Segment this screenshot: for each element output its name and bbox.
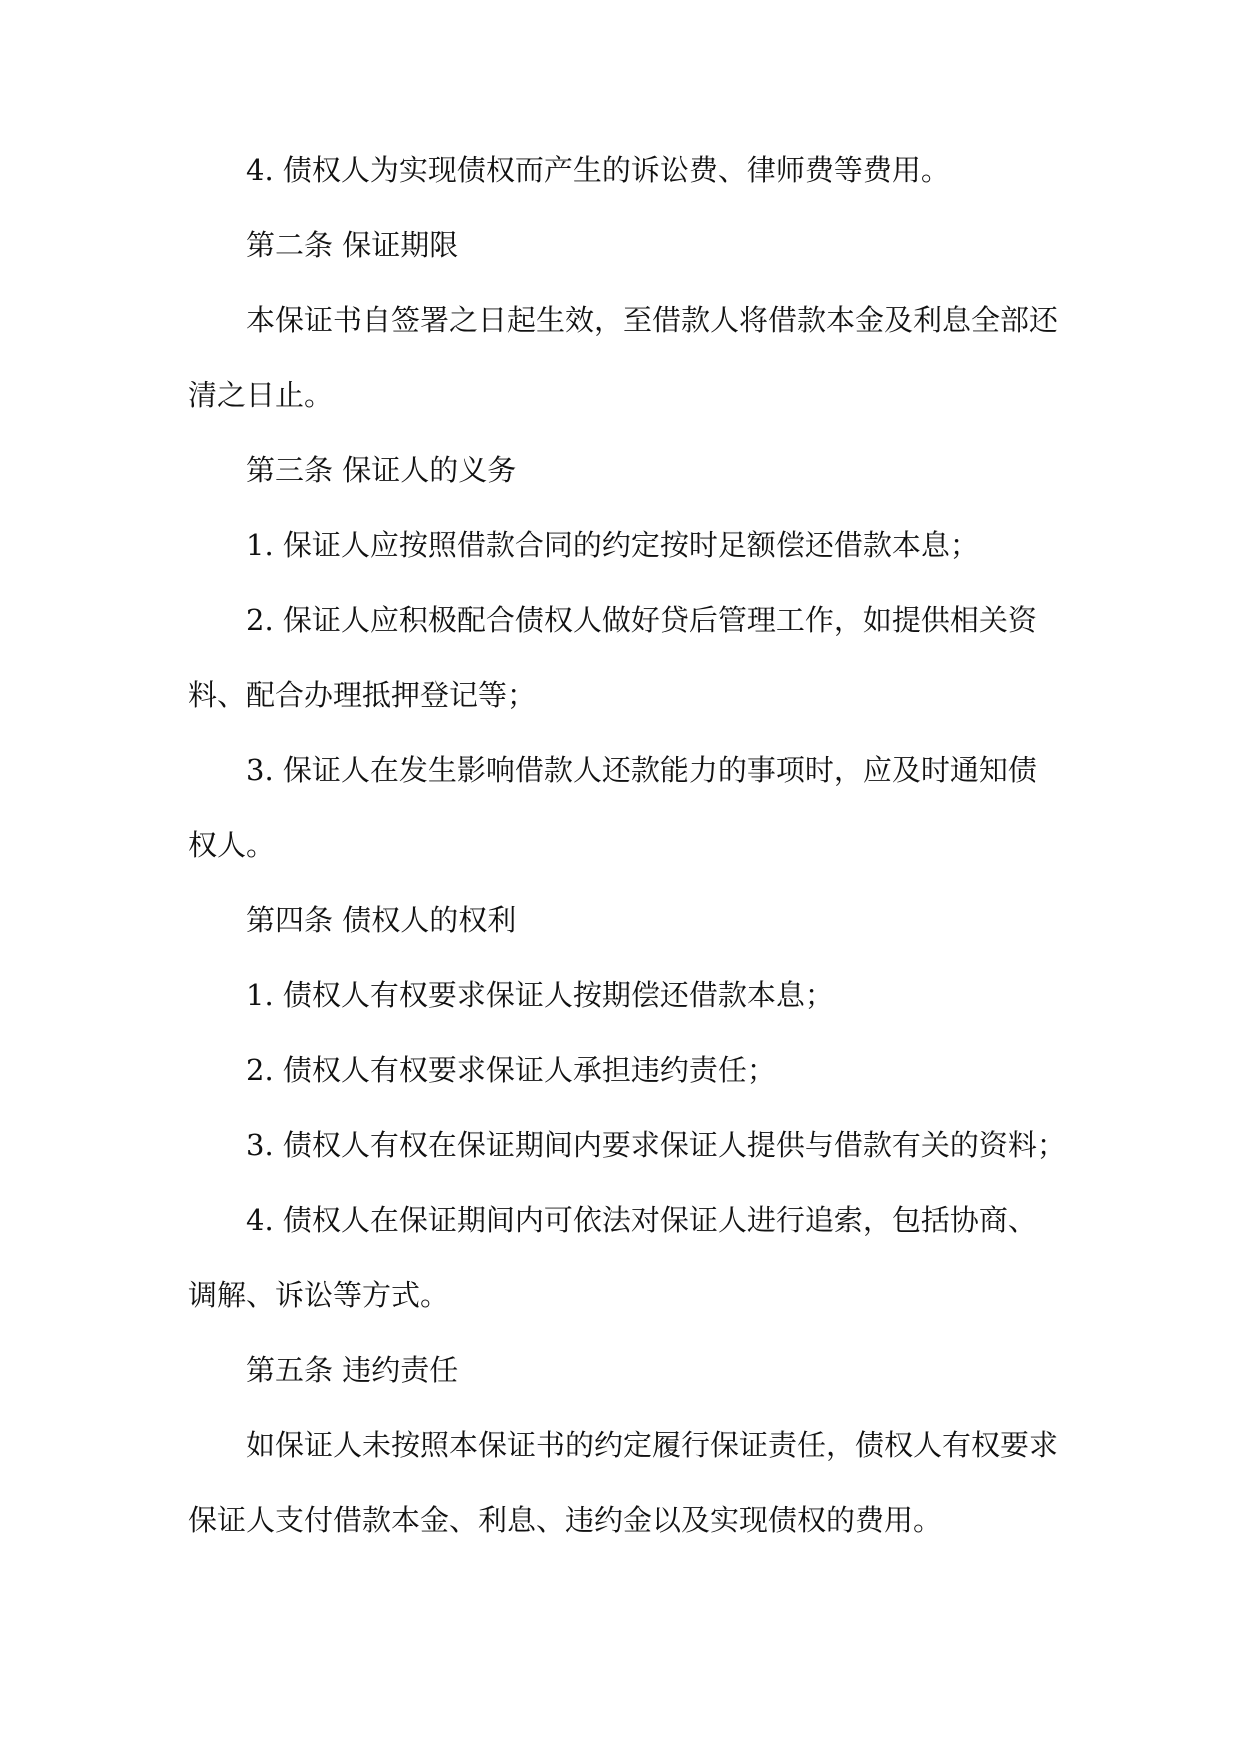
article-5-text-line-2: 保证人支付借款本金、利息、违约金以及实现债权的费用。 [188,1503,943,1537]
article-5-text-line-1: 如保证人未按照本保证书的约定履行保证责任，债权人有权要求 [246,1428,1059,1462]
article-4-item-2: 2. 债权人有权要求保证人承担违约责任； [246,1053,776,1087]
article-3-heading: 第三条 保证人的义务 [246,453,517,487]
clause-1-item-4: 4. 债权人为实现债权而产生的诉讼费、律师费等费用。 [246,153,950,187]
article-3-item-2-line-1: 2. 保证人应积极配合债权人做好贷后管理工作，如提供相关资 [246,603,1037,637]
article-5-heading: 第五条 违约责任 [246,1353,459,1387]
article-3-item-1: 1. 保证人应按照借款合同的约定按时足额偿还借款本息； [246,528,979,562]
article-4-item-4-line-1: 4. 债权人在保证期间内可依法对保证人进行追索，包括协商、 [246,1203,1037,1237]
article-4-item-1: 1. 债权人有权要求保证人按期偿还借款本息； [246,978,834,1012]
article-4-item-3: 3. 债权人有权在保证期间内要求保证人提供与借款有关的资料； [246,1128,1066,1162]
article-3-item-2-line-2: 料、配合办理抵押登记等； [188,678,537,712]
article-2-text-line-1: 本保证书自签署之日起生效，至借款人将借款本金及利息全部还 [246,303,1059,337]
article-3-item-3-line-1: 3. 保证人在发生影响借款人还款能力的事项时，应及时通知债 [246,753,1037,787]
article-4-heading: 第四条 债权人的权利 [246,903,517,937]
article-2-text-line-2: 清之日止。 [188,378,334,412]
article-2-heading: 第二条 保证期限 [246,228,459,262]
article-4-item-4-line-2: 调解、诉讼等方式。 [188,1278,450,1312]
article-3-item-3-line-2: 权人。 [188,828,276,862]
